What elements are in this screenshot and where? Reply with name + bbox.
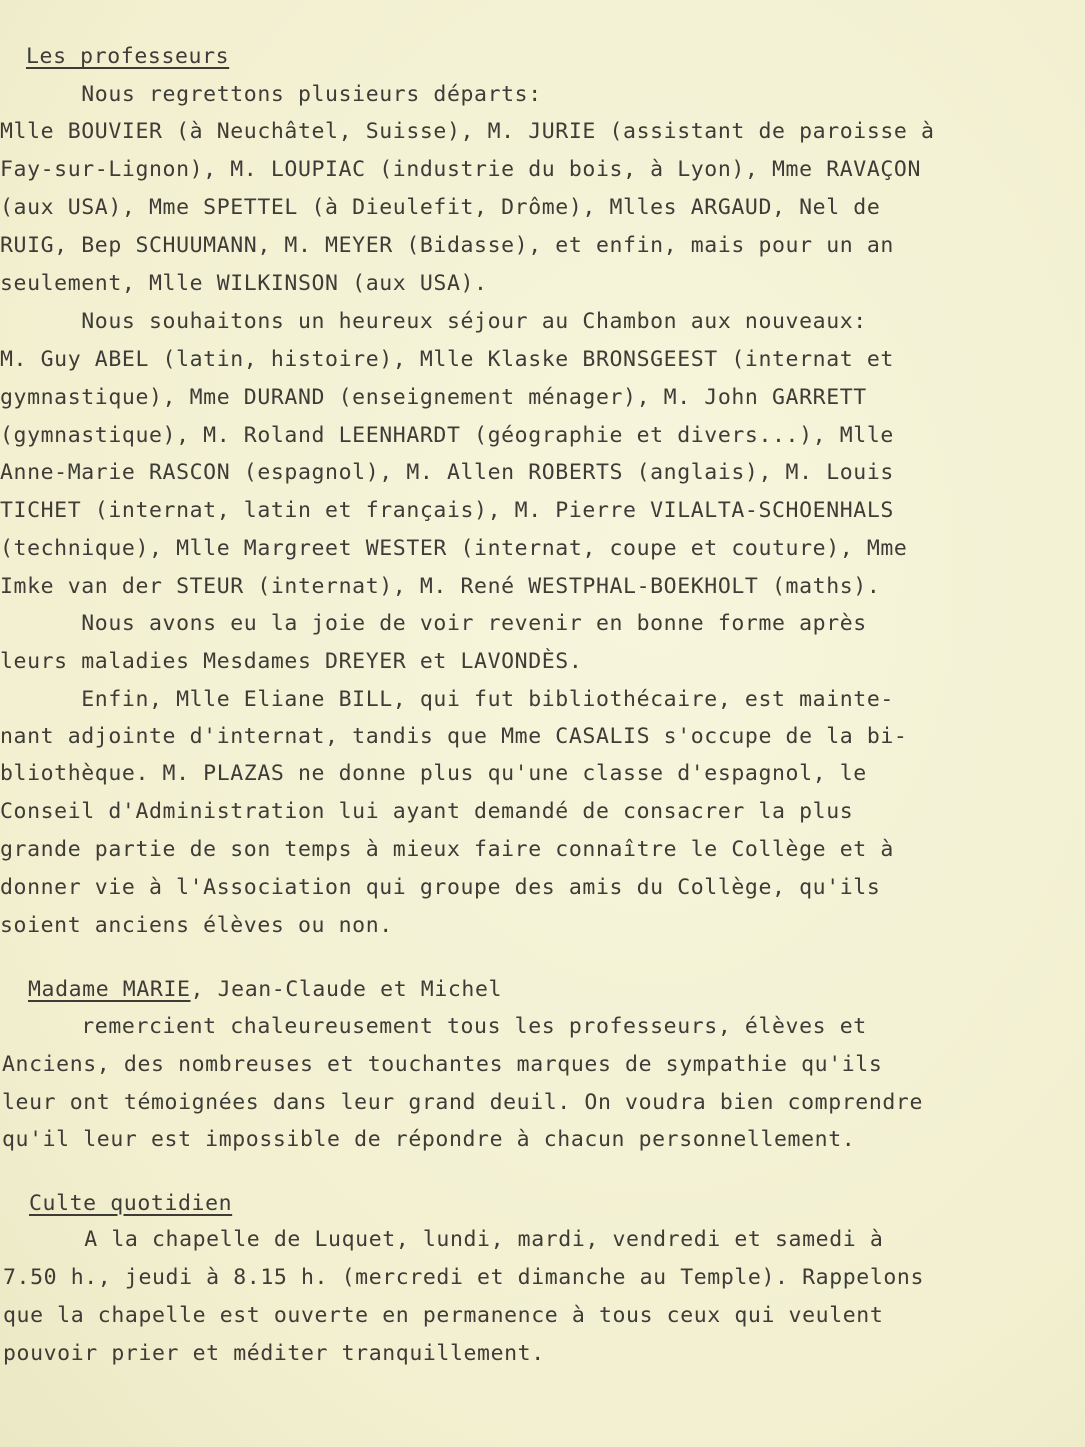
heading-madame-marie-rest: , Jean-Claude et Michel [190,977,503,1002]
text-line: remercient chaleureusement tous les professeurs, élèves et [0,1014,867,1039]
text-line: Nous avons eu la joie de voir revenir en bonne forme après [0,611,867,636]
text-line: pouvoir prier et méditer tranquillement. [3,1341,545,1366]
text-line: (aux USA), Mme SPETTEL (à Dieulefit, Drôme), Mlles ARGAUD, Nel de [0,195,881,220]
heading-les-professeurs: Les professeurs [26,44,230,69]
text-line: Anne-Marie RASCON (espagnol), M. Allen ROBERTS (anglais), M. Louis [0,460,894,485]
text-line: A la chapelle de Luquet, lundi, mardi, vendredi et samedi à [3,1227,884,1252]
text-line: grande partie de son temps à mieux faire connaître le Collège et à [0,837,894,862]
text-line: Anciens, des nombreuses et touchantes marques de sympathie qu'ils [2,1052,883,1077]
text-line: soient anciens élèves ou non. [0,913,393,938]
text-line: TICHET (internat, latin et français), M. Pierre VILALTA-SCHOENHALS [0,498,894,523]
text-line: 7.50 h., jeudi à 8.15 h. (mercredi et dimanche au Temple). Rappelons [3,1265,924,1290]
text-line: (gymnastique), M. Roland LEENHARDT (géographie et divers...), Mlle [0,423,894,448]
text-line: donner vie à l'Association qui groupe des amis du Collège, qu'ils [0,875,881,900]
text-line: gymnastique), Mme DURAND (enseignement ménager), M. John GARRETT [0,385,867,410]
text-line: Enfin, Mlle Eliane BILL, qui fut bibliothécaire, est mainte- [0,687,894,712]
text-line: Fay-sur-Lignon), M. LOUPIAC (industrie du bois, à Lyon), Mme RAVAÇON [0,157,921,182]
text-line: (technique), Mlle Margreet WESTER (internat, coupe et couture), Mme [0,536,908,561]
heading-madame-marie-underlined: Madame MARIE [28,977,191,1002]
text-line: qu'il leur est impossible de répondre à chacun personnellement. [2,1127,856,1152]
text-line: Imke van der STEUR (internat), M. René WESTPHAL-BOEKHOLT (maths). [0,574,881,599]
text-line: bliothèque. M. PLAZAS ne donne plus qu'une classe d'espagnol, le [0,761,867,786]
text-line: Conseil d'Administration lui ayant demandé de consacrer la plus [0,799,854,824]
text-line: RUIG, Bep SCHUUMANN, M. MEYER (Bidasse), et enfin, mais pour un an [0,233,894,258]
text-line: Nous regrettons plusieurs départs: [0,82,542,107]
heading-culte-quotidien: Culte quotidien [29,1191,233,1216]
text-line: nant adjointe d'internat, tandis que Mme CASALIS s'occupe de la bi- [0,724,908,749]
text-line: seulement, Mlle WILKINSON (aux USA). [0,271,488,296]
text-line: leur ont témoignées dans leur grand deuil. On voudra bien comprendre [2,1090,923,1115]
text-line: leurs maladies Mesdames DREYER et LAVONDÈS. [0,649,583,674]
text-line: M. Guy ABEL (latin, histoire), Mlle Klaske BRONSGEEST (internat et [0,347,894,372]
text-line: que la chapelle est ouverte en permanence à tous ceux qui veulent [3,1303,884,1328]
heading-madame-marie [28,977,502,1003]
text-line: Nous souhaitons un heureux séjour au Chambon aux nouveaux: [0,309,867,334]
text-line: Mlle BOUVIER (à Neuchâtel, Suisse), M. JURIE (assistant de paroisse à [0,119,935,144]
